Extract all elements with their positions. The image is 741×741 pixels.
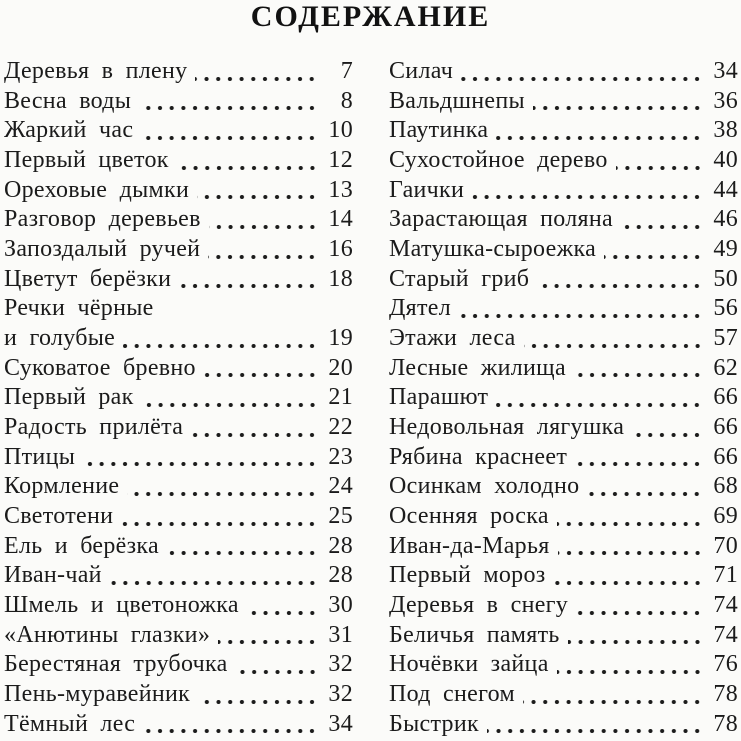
toc-entry <box>4 591 353 621</box>
dot-leader <box>461 57 705 87</box>
toc-entry-page-number: 66 <box>713 414 738 441</box>
toc-entry-page-number: 23 <box>328 443 353 470</box>
dot-leader <box>191 413 320 443</box>
toc-entry-title: Кормление <box>4 473 120 500</box>
dot-leader <box>123 324 320 354</box>
dot-leader <box>533 87 705 117</box>
dot-leader <box>142 383 320 413</box>
toc-entry <box>4 265 353 295</box>
toc-entry <box>4 294 353 324</box>
toc-entry <box>389 205 738 235</box>
toc-entry <box>4 146 353 176</box>
toc-entry <box>4 354 353 384</box>
dot-leader <box>574 354 705 384</box>
toc-entry <box>4 532 353 562</box>
toc-entry <box>4 235 353 265</box>
toc-entry-title: Первый рак <box>4 384 134 411</box>
dot-leader <box>568 621 705 651</box>
toc-entry <box>389 621 738 651</box>
toc-entry-title: Берестяная трубочка <box>4 651 228 678</box>
dot-leader <box>218 621 320 651</box>
toc-entry-title: Первый мороз <box>389 562 546 589</box>
dot-leader <box>575 443 705 473</box>
toc-entry-title: Иван-чай <box>4 562 102 589</box>
toc-entry <box>389 176 738 206</box>
toc-entry-page-number: 68 <box>713 473 738 500</box>
dot-leader <box>621 205 705 235</box>
toc-entry-page-number: 20 <box>328 354 353 381</box>
toc-entry-page-number: 21 <box>328 384 353 411</box>
toc-entry <box>389 532 738 562</box>
toc-entry-page-number: 62 <box>713 354 738 381</box>
dot-leader <box>557 502 705 532</box>
toc-entry-page-number: 74 <box>713 621 738 648</box>
toc-entry-page-number: 74 <box>713 592 738 619</box>
toc-entry-page-number: 31 <box>328 621 353 648</box>
page-title: СОДЕРЖАНИЕ <box>250 0 491 33</box>
toc-entry <box>389 680 738 710</box>
toc-entry-title: Первый цветок <box>4 147 169 174</box>
dot-leader <box>496 116 705 146</box>
toc-entry-page-number: 34 <box>328 710 353 737</box>
toc-entry-page-number: 28 <box>328 562 353 589</box>
toc-entry-page-number: 12 <box>328 147 353 174</box>
dot-leader <box>83 443 320 473</box>
toc-entry <box>4 710 353 740</box>
toc-entry <box>389 324 738 354</box>
dot-leader <box>472 176 705 206</box>
toc-entry-title: Дятел <box>389 295 452 322</box>
toc-entry <box>389 502 738 532</box>
toc-entry-title: Зарастающая поляна <box>389 206 613 233</box>
dot-leader <box>177 146 320 176</box>
toc-entry-title: Парашют <box>389 384 489 411</box>
toc-entry-title: Светотени <box>4 503 114 530</box>
dot-leader <box>127 472 320 502</box>
toc-entry-title: Шмель и цветоножка <box>4 592 239 619</box>
dot-leader <box>236 650 320 680</box>
toc-entry-title: Беличья память <box>389 621 560 648</box>
toc-entry-title: Рябина краснеет <box>389 443 568 470</box>
toc-entry <box>389 472 738 502</box>
toc-entry-title: Паутинка <box>389 117 489 144</box>
toc-entry-page-number: 49 <box>713 236 738 263</box>
toc-entry-title: Ночёвки зайца <box>389 651 549 678</box>
dot-leader <box>139 87 320 117</box>
toc-entry <box>389 710 738 740</box>
toc-entry <box>389 443 738 473</box>
dot-leader <box>604 235 705 265</box>
toc-entry <box>4 205 353 235</box>
toc-entry-page-number: 78 <box>713 710 738 737</box>
toc-entry-page-number: 66 <box>713 384 738 411</box>
toc-entry-page-number: 46 <box>713 206 738 233</box>
dot-leader <box>197 176 320 206</box>
toc-entry-page-number: 30 <box>328 592 353 619</box>
toc-entry-page-number: 50 <box>713 265 738 292</box>
dot-leader <box>557 650 705 680</box>
dot-leader <box>523 680 705 710</box>
toc-entry-title: Ореховые дымки <box>4 176 190 203</box>
toc-entry-page-number: 28 <box>328 532 353 559</box>
toc-entry-title: Вальдшнепы <box>389 87 525 114</box>
dot-leader <box>576 591 705 621</box>
toc-entry-title: Гаички <box>389 176 465 203</box>
toc-entry <box>4 413 353 443</box>
dot-leader <box>195 57 320 87</box>
toc-entry-page-number: 71 <box>713 562 738 589</box>
toc-entry-page-number: 8 <box>340 87 353 114</box>
dot-leader <box>247 591 320 621</box>
toc-entry-title: Запоздалый ручей <box>4 236 201 263</box>
toc-entry-title: Жаркий час <box>4 117 134 144</box>
toc-entry-title: Сухостойное дерево <box>389 147 608 174</box>
dot-leader <box>209 205 320 235</box>
dot-leader <box>141 116 320 146</box>
dot-leader <box>558 532 705 562</box>
toc-entry <box>389 561 738 591</box>
toc-entry-page-number: 36 <box>713 87 738 114</box>
toc-entry <box>4 561 353 591</box>
toc-entry-title: Ель и берёзка <box>4 532 159 559</box>
dot-leader <box>198 680 320 710</box>
toc-entry-page-number: 38 <box>713 117 738 144</box>
toc-entry-title: Весна воды <box>4 87 132 114</box>
toc-entry-page-number: 10 <box>328 117 353 144</box>
toc-entry-page-number: 32 <box>328 651 353 678</box>
toc-entry-page-number: 13 <box>328 176 353 203</box>
toc-entry <box>4 621 353 651</box>
toc-entry-page-number: 22 <box>328 414 353 441</box>
dot-leader <box>110 561 320 591</box>
dot-leader <box>632 413 705 443</box>
toc-entry-title: Суковатое бревно <box>4 354 196 381</box>
toc-entry <box>4 176 353 206</box>
toc-entry-title: Деревья в снегу <box>389 592 569 619</box>
toc-entry <box>4 650 353 680</box>
dot-leader <box>487 710 705 740</box>
toc-entry-title: Матушка-сыроежка <box>389 236 597 263</box>
toc-entry-title: «Анютины глазки» <box>4 621 211 648</box>
toc-entry <box>389 57 738 87</box>
toc-right-column <box>389 57 738 741</box>
dot-leader <box>459 294 705 324</box>
dot-leader <box>496 383 705 413</box>
toc-entry-page-number: 70 <box>713 532 738 559</box>
dot-leader <box>524 324 705 354</box>
toc-entry-title: Речки чёрные <box>4 295 154 322</box>
toc-entry-title: Старый гриб <box>389 265 530 292</box>
toc-entry-title: Иван-да-Марья <box>389 532 550 559</box>
toc-columns <box>4 57 738 741</box>
toc-entry-title: Пень-муравейник <box>4 681 191 708</box>
toc-entry <box>389 265 738 295</box>
toc-entry-title: Осенняя роска <box>389 503 549 530</box>
toc-entry-page-number: 7 <box>340 58 353 84</box>
toc-entry <box>389 650 738 680</box>
toc-entry-page-number: 14 <box>328 206 353 233</box>
toc-entry-page-number: 44 <box>713 176 738 203</box>
dot-leader <box>179 265 320 295</box>
toc-entry-title: и голубые <box>4 325 116 352</box>
toc-entry-page-number: 78 <box>713 681 738 708</box>
toc-entry <box>389 235 738 265</box>
dot-leader <box>208 235 320 265</box>
dot-leader <box>587 472 705 502</box>
toc-entry-page-number: 66 <box>713 443 738 470</box>
toc-entry-title: Деревья в плену <box>4 58 188 84</box>
dot-leader <box>167 532 320 562</box>
dot-leader <box>554 561 705 591</box>
toc-entry <box>389 146 738 176</box>
toc-entry <box>389 413 738 443</box>
toc-entry-page-number: 40 <box>713 147 738 174</box>
toc-entry <box>4 502 353 532</box>
dot-leader <box>121 502 320 532</box>
toc-entry <box>389 383 738 413</box>
toc-entry-title: Птицы <box>4 443 76 470</box>
toc-entry <box>4 324 353 354</box>
toc-entry <box>389 354 738 384</box>
dot-leader <box>616 146 705 176</box>
toc-entry-page-number: 76 <box>713 651 738 678</box>
toc-entry <box>4 443 353 473</box>
toc-entry-title: Осинкам холодно <box>389 473 580 500</box>
dot-leader <box>143 710 320 740</box>
toc-entry <box>4 87 353 117</box>
toc-entry-title: Под снегом <box>389 681 515 708</box>
toc-entry-page-number: 32 <box>328 681 353 708</box>
toc-entry-page-number: 56 <box>713 295 738 322</box>
toc-entry <box>4 383 353 413</box>
toc-entry-page-number: 25 <box>328 503 353 530</box>
toc-entry-page-number: 57 <box>713 325 738 352</box>
toc-left-column <box>4 57 353 741</box>
toc-entry-title: Недовольная лягушка <box>389 414 625 441</box>
toc-entry-title: Разговор деревьев <box>4 206 201 233</box>
toc-entry <box>4 680 353 710</box>
toc-entry-title: Цветут берёзки <box>4 265 172 292</box>
dot-leader <box>537 265 705 295</box>
toc-entry-page-number: 18 <box>328 265 353 292</box>
toc-entry-title: Силач <box>389 58 454 84</box>
toc-entry <box>389 87 738 117</box>
toc-entry-title: Быстрик <box>389 710 479 737</box>
toc-entry <box>389 591 738 621</box>
toc-entry-page-number: 34 <box>713 58 738 84</box>
toc-entry-page-number: 16 <box>328 236 353 263</box>
toc-entry <box>4 472 353 502</box>
toc-entry-page-number: 19 <box>328 325 353 352</box>
toc-entry-title: Лесные жилища <box>389 354 566 381</box>
toc-entry-title: Тёмный лес <box>4 710 136 737</box>
toc-entry-page-number: 24 <box>328 473 353 500</box>
toc-entry <box>4 116 353 146</box>
toc-entry <box>4 57 353 87</box>
toc-entry-title: Этажи леса <box>389 325 516 352</box>
toc-entry <box>389 116 738 146</box>
dot-leader <box>204 354 320 384</box>
toc-entry-title: Радость прилёта <box>4 414 184 441</box>
toc-entry-page-number: 69 <box>713 503 738 530</box>
toc-entry <box>389 294 738 324</box>
